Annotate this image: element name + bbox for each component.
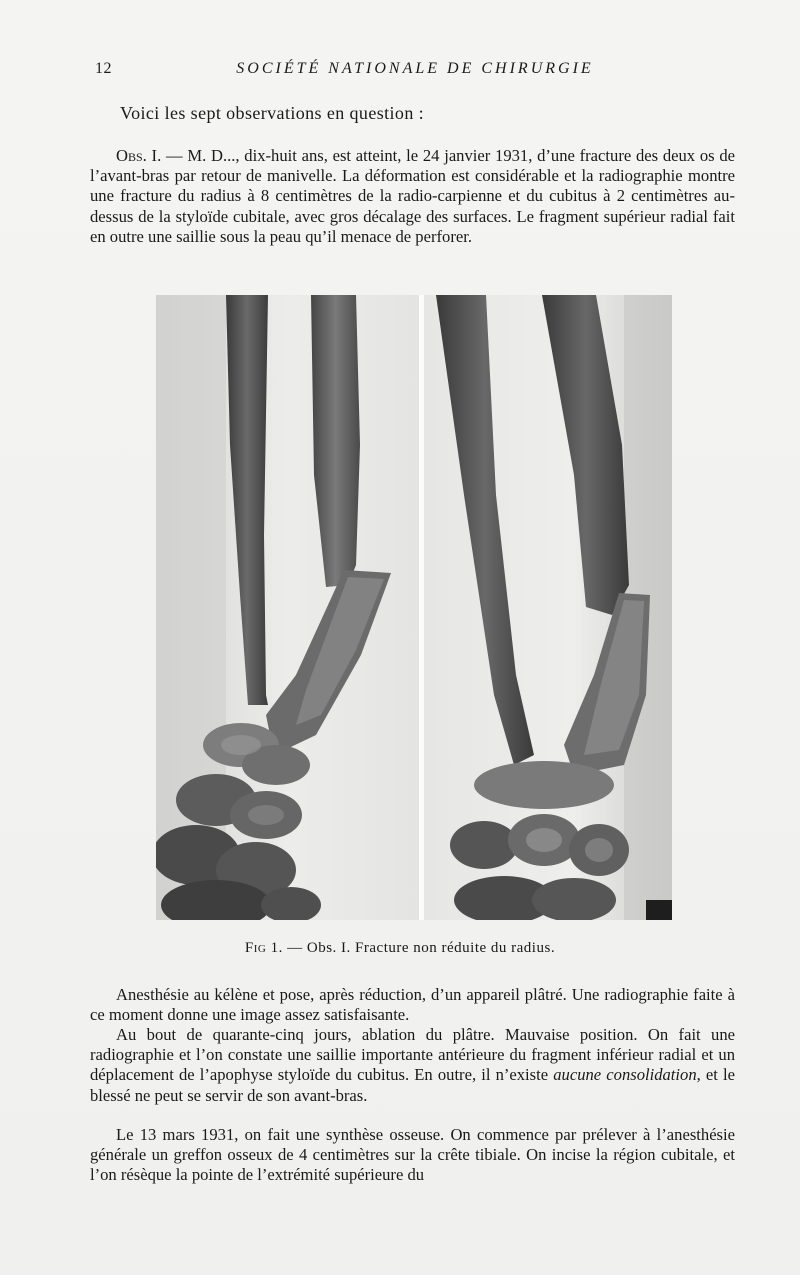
paragraph-osteosynthesis-text: Le 13 mars 1931, on fait une synthèse osseuse. On commence par prélever à l’anesthésie générale un greffon osseux de 4 centimètres sur la crête tibiale. On incise la région cubitale, et l’on résèque la pointe de l’extrémité supérieure du bbox=[90, 1125, 735, 1185]
running-head bbox=[95, 60, 735, 84]
page-number: 12 bbox=[95, 60, 112, 77]
paragraph-osteosynthesis bbox=[90, 1125, 735, 1186]
emphasis-no-consolidation: aucune consolidation bbox=[553, 1065, 697, 1085]
paragraph-cast-removal bbox=[90, 1025, 735, 1106]
observation-1-paragraph bbox=[90, 146, 735, 247]
paragraph-cast-removal-text-start: Au bout de quarante-cinq jours, ablation du plâtre. Mauvaise position. On fait une radiographie et l’on constate une saillie importante antérieure du fragment inférieur radial et un déplacement de l’apophyse styloïde du cubitus. En outre, il n’existe bbox=[90, 1025, 735, 1085]
radiograph-figure bbox=[156, 295, 672, 920]
figure-caption-text: — Obs. I. Fracture non réduite du radius. bbox=[282, 940, 556, 956]
figure-caption bbox=[0, 940, 800, 957]
intro-sentence: Voici les sept observations en question : bbox=[120, 103, 425, 123]
observation-label: Obs. I. bbox=[116, 146, 162, 165]
observation-1-text: — M. D..., dix-huit ans, est atteint, le 24 janvier 1931, d’une fracture des deux os de l’avant-bras par retour de manivelle. La déformation est considérable et la radiographie montre une fracture du radius à 8 centimètres de la radio-carpienne et du cubitus à 2 centimètres au-dessus de la styloïde cubitale, avec gros décalage des surfaces. Le fragment supérieur radial fait en outre une saillie sous la peau qu’il menace de perforer. bbox=[90, 146, 735, 246]
journal-title: SOCIÉTÉ NATIONALE DE CHIRURGIE bbox=[236, 60, 594, 77]
figure-label: Fig 1. bbox=[244, 940, 283, 956]
radiograph-front-view bbox=[156, 295, 419, 920]
radiograph-lateral-view bbox=[424, 295, 672, 920]
paragraph-anesthesia bbox=[90, 985, 735, 1025]
paragraph-cast-removal-text-end: , et le blessé ne peut se servir de son avant-bras. bbox=[90, 1065, 735, 1105]
paragraph-anesthesia-text: Anesthésie au kélène et pose, après réduction, d’un appareil plâtré. Une radiographie faite à ce moment donne une image assez satisfaisante. bbox=[90, 985, 735, 1025]
